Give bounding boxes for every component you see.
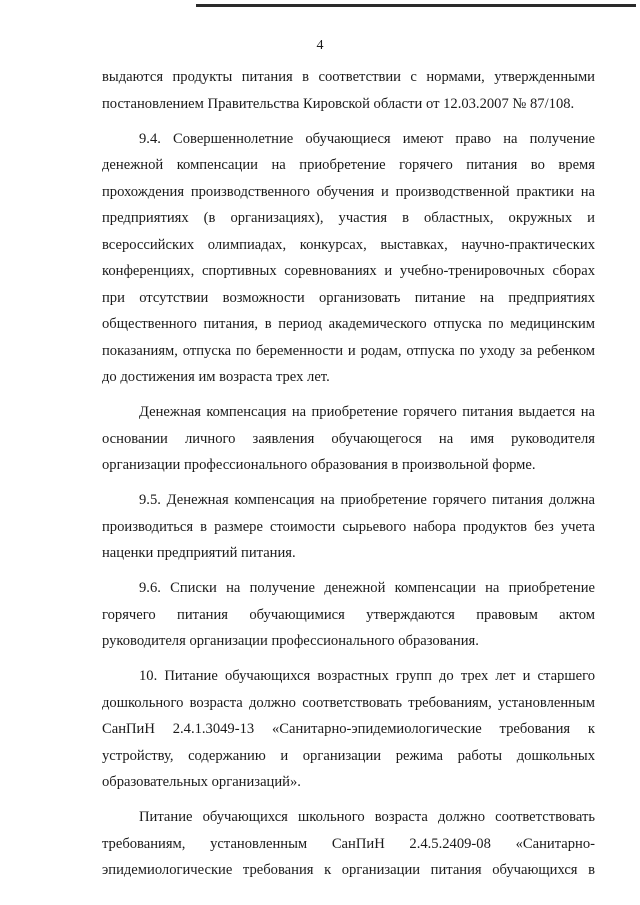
text-line: при отсутствии возможности организовать питание на предприятиях	[102, 289, 595, 306]
text-line: основании личного заявления обучающегося на имя руководителя	[102, 430, 595, 447]
text-line: эпидемиологические требования к организации питания обучающихся в	[102, 862, 595, 878]
text-line: требованиям, установленным СанПиН 2.4.5.2409-08 «Санитарно-	[102, 835, 595, 852]
document-body	[102, 64, 595, 892]
text-line: руководителя организации профессионального образования.	[102, 633, 479, 649]
paragraph-9-4	[102, 126, 595, 391]
text-line: предприятиях (в организациях), участия в областных, окружных и	[102, 210, 595, 226]
text-line: устройству, содержанию и организации режима работы дошкольных	[102, 747, 595, 764]
text-line: организации профессионального образования в произвольной форме.	[102, 457, 536, 473]
text-line: 9.6. Списки на получение денежной компенсации на приобретение	[139, 580, 595, 596]
text-line: горячего питания обучающимися утверждаются правовым актом	[102, 606, 595, 623]
paragraph-compensation	[102, 399, 595, 479]
text-line: СанПиН 2.4.1.3049-13 «Санитарно-эпидемиологические требования к	[102, 721, 595, 737]
paragraph-9-6	[102, 575, 595, 655]
paragraph-9-5	[102, 487, 595, 567]
top-border-line	[196, 4, 636, 7]
paragraph-10	[102, 663, 595, 796]
text-line: производиться в размере стоимости сырьевого набора продуктов без учета	[102, 518, 595, 535]
text-line: выдаются продукты питания в соответствии с нормами, утвержденными	[102, 69, 595, 85]
text-line: Денежная компенсация на приобретение горячего питания выдается на	[139, 404, 595, 420]
text-line: денежной компенсации на приобретение горячего питания во время	[102, 157, 595, 173]
text-line: конференциях, спортивных соревнованиях и учебно-тренировочных сборах	[102, 263, 595, 279]
text-line: образовательных организаций».	[102, 774, 301, 790]
paragraph-school-age	[102, 804, 595, 884]
text-line: всероссийских олимпиадах, конкурсах, выставках, научно-практических	[102, 236, 595, 253]
paragraph-continuation	[102, 64, 595, 117]
text-line: прохождения производственного обучения и производственной практики на	[102, 183, 595, 200]
text-line: общественного питания, в период академического отпуска по медицинским	[102, 316, 595, 332]
text-line: дошкольного возраста должно соответствовать требованиям, установленным	[102, 694, 595, 711]
text-line: постановлением Правительства Кировской области от 12.03.2007 № 87/108.	[102, 95, 575, 112]
page-number: 4	[316, 38, 324, 53]
text-line: 9.4. Совершеннолетние обучающиеся имеют право на получение	[139, 130, 595, 147]
text-line: 9.5. Денежная компенсация на приобретение горячего питания должна	[139, 492, 595, 508]
text-line: Питание обучающихся школьного возраста должно соответствовать	[139, 809, 595, 825]
text-line: наценки предприятий питания.	[102, 545, 296, 561]
text-line: показаниям, отпуска по беременности и родам, отпуска по уходу за ребенком	[102, 342, 595, 359]
text-line: до достижения им возраста трех лет.	[102, 369, 330, 385]
text-line: 10. Питание обучающихся возрастных групп до трех лет и старшего	[139, 668, 595, 684]
